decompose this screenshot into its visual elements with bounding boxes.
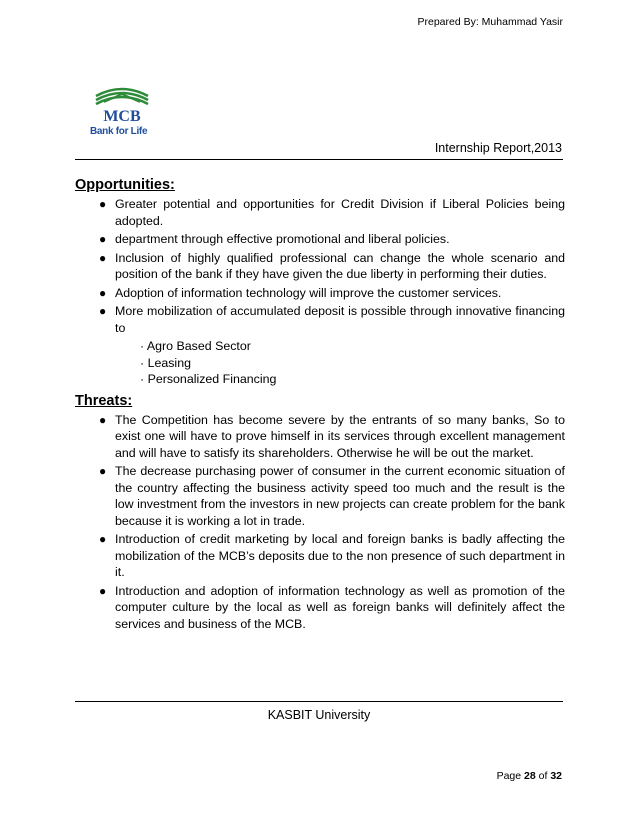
list-item [75, 303, 565, 336]
list-item [75, 412, 565, 462]
list-item-text: Greater potential and opportunities for Credit Division if Liberal Policies being adopted. [115, 197, 565, 228]
mcb-logo-icon [90, 84, 154, 124]
sub-list-item: · Agro Based Sector [140, 339, 251, 353]
list-item [75, 250, 565, 283]
report-title: Internship Report,2013 [434, 141, 562, 155]
list-item-text: Adoption of information technology will improve the customer services. [115, 285, 502, 300]
logo-tagline: Bank for Life [90, 126, 148, 137]
page-total: 32 [550, 770, 562, 782]
list-item [75, 231, 565, 248]
list-item [75, 531, 565, 581]
bullet-icon: ● [99, 412, 107, 427]
list-item [75, 583, 565, 633]
logo-text: MCB [103, 108, 141, 124]
list-item-text: The decrease purchasing power of consumer in the current economic situation of the country affecting the business activity speed too much and the result is the low investment from the investors in new projects can create problem for the bank because it is working a lot in trade. [115, 464, 565, 528]
bullet-icon: ● [99, 464, 107, 478]
prepared-by: Prepared By: Muhammad Yasir [417, 16, 563, 28]
list-item [75, 196, 565, 229]
page-prefix: Page [496, 770, 522, 782]
main-content [75, 176, 565, 634]
threats-list [75, 412, 565, 633]
footer-divider [75, 701, 563, 702]
page-number [497, 770, 562, 782]
threats-heading: Threats: [75, 392, 133, 409]
bullet-icon: ● [99, 304, 107, 318]
list-item-text: department through effective promotional and liberal policies. [115, 232, 450, 246]
bullet-icon: ● [99, 532, 107, 546]
list-item-text: Inclusion of highly qualified professional can change the whole scenario and position of the bank if they have given the due liberty in performing their duties. [115, 250, 565, 281]
bullet-icon: ● [99, 197, 107, 211]
list-item [75, 463, 565, 529]
header-divider [75, 159, 563, 160]
opportunities-list [75, 196, 565, 336]
list-item-text: Introduction of credit marketing by local and foreign banks is badly affecting the mobilization of the MCB’s deposits due to the non presence of such department in it. [115, 532, 565, 579]
page-of: of [538, 770, 548, 782]
page-current: 28 [524, 770, 536, 782]
bullet-icon: ● [99, 232, 107, 246]
list-item-text: Introduction and adoption of information technology as well as promotion of the computer culture by the local as well as foreign banks will definitely affect the services and business of the MCB. [115, 583, 565, 631]
sub-list-item: · Personalized Financing [140, 372, 277, 386]
financing-sublist [75, 338, 565, 388]
bullet-icon: ● [99, 583, 107, 598]
bullet-icon: ● [99, 285, 107, 300]
footer-university: KASBIT University [267, 708, 371, 722]
mcb-logo [90, 84, 154, 144]
sub-list-item: · Leasing [140, 355, 191, 370]
list-item [75, 285, 565, 302]
list-item-text: More mobilization of accumulated deposit is possible through innovative financing to [115, 304, 565, 335]
opportunities-heading: Opportunities: [75, 177, 175, 193]
list-item-text: The Competition has become severe by the entrants of so many banks, So to exist one will have to prove himself in its services through excellent management and will have to satisfy its shareholders. Otherwise he will be out the market. [115, 412, 565, 460]
bullet-icon: ● [99, 250, 107, 265]
